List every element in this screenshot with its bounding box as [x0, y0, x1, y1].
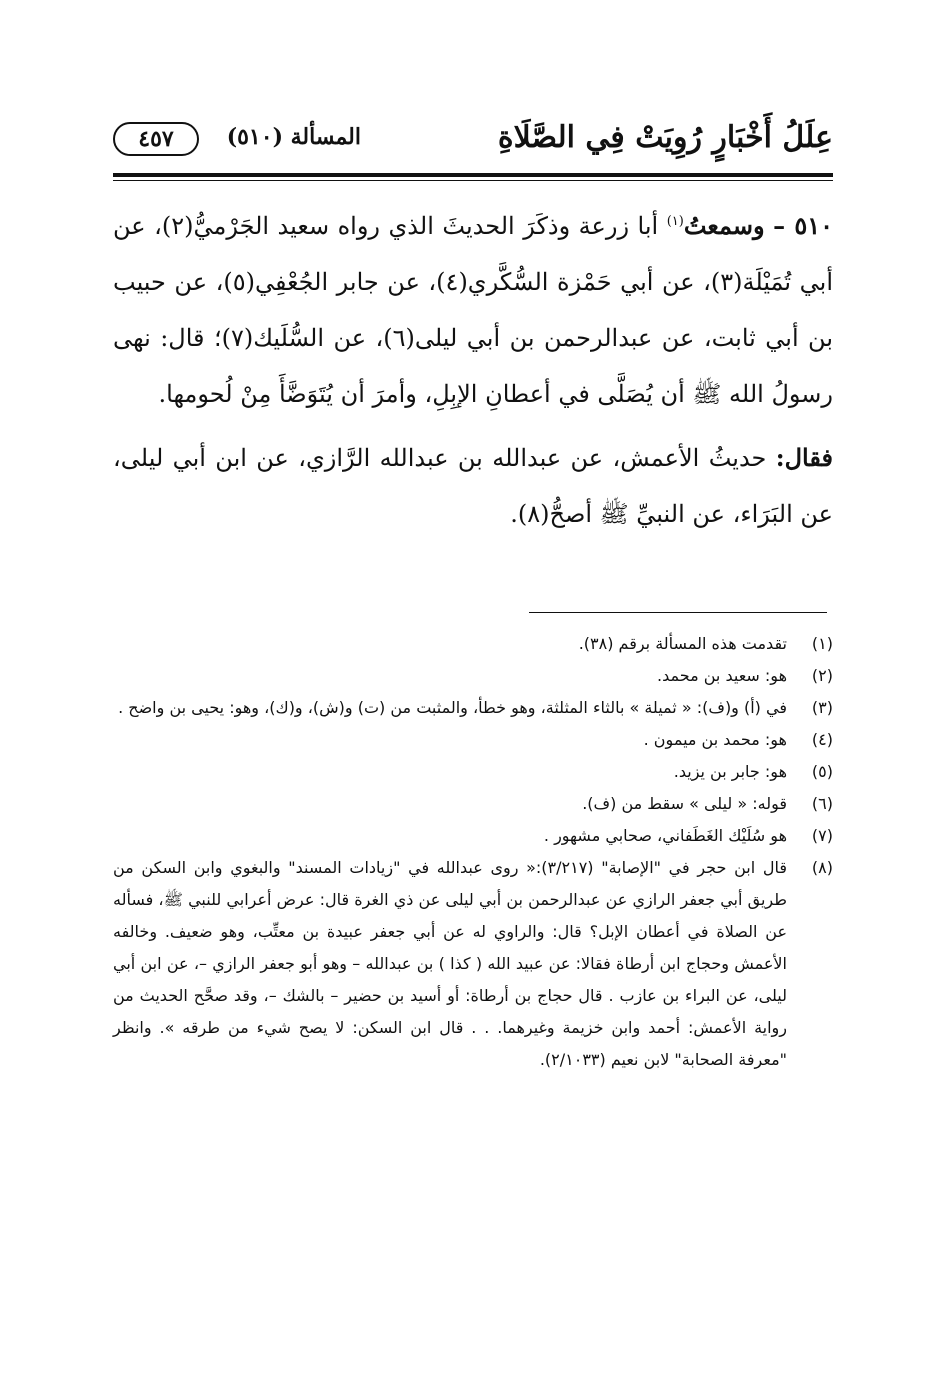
footnote-text: تقدمت هذه المسألة برقم (٣٨).: [578, 634, 787, 653]
footnote-text: قال ابن حجر في "الإصابة" (٣/٢١٧):« روى عبدالله في "زيادات المسند" والبغوي وابن السكن من طريق أبي جعفر الرازي عن عبدالرحمن بن أبي ليلى عن ذي الغرة قال: عرض أعرابي للنبي ﷺ، فسأله عن الصلاة في أعطان الإبل؟ قال: والراوي له عن أبي جعفر عبيدة بن معتِّب، وهو ضعيف. وخالفه الأعمش وحجاج ابن أرطاة فقالا: عن عبيد الله ( كذا ) بن عبدالله – وهو أبو جعفر الرازي –، عن ابن أبي ليلى، عن البراء بن عازب . قال حجاج بن أرطاة: أو أسيد بن حضير – بالشك –، وقد صحَّح الحديث من رواية الأعمش: أحمد وابن خزيمة وغيرهما. . . قال ابن السكن: لا يصح شيء من طرقه ». وانظر "معرفة الصحابة" لابن نعيم (٢/١٠٣٣).: [113, 858, 787, 1069]
footnote-separator: [529, 612, 827, 613]
header-rule-thick: [113, 173, 833, 177]
footnote: [113, 660, 833, 692]
footnote-number: (٤): [811, 730, 833, 749]
paragraph-2-lead: فقال:: [775, 443, 833, 472]
footnote-number: (٧): [811, 826, 833, 845]
running-header: [113, 112, 833, 170]
lead-word: وسمعتُ: [683, 211, 765, 240]
footnote-number: (٦): [811, 794, 833, 813]
footnote-text: هو سُلَيْك الغَطَفاني، صحابي مشهور .: [543, 826, 787, 845]
footnote: [113, 852, 833, 1076]
footnote-number: (٢): [811, 666, 833, 685]
footnote-text: هو: جابر بن يزيد.: [673, 762, 787, 781]
paragraph-2-text: حديثُ الأعمش، عن عبدالله بن عبدالله الرَّازي، عن ابن أبي ليلى، عن البَرَاء، عن النبيِّ ﷺ أصحُّ(٨).: [113, 444, 833, 528]
footnote-text: في (أ) و(ف): « ثميلة » بالثاء المثلثة، وهو خطأ، والمثبت من (ت) و(ش)، و(ك)، وهو: يحيى بن واضح .: [118, 698, 787, 717]
footnote: [113, 788, 833, 820]
footnote: [113, 756, 833, 788]
footnote-number: (٣): [811, 698, 833, 717]
footnote-number: (١): [811, 634, 833, 653]
issue-label: المسألة (٥١٠): [226, 124, 361, 150]
footnote-number: (٥): [811, 762, 833, 781]
paragraph-1: ٥١٠ – وسمعتُ$^{(١)}$ أبا زرعة وذكَرَ الحديثَ الذي رواه سعيد الجَرْميُّ(٢)، عن أبي تُمَيْلَة(٣)، عن أبي حَمْزة السُّكَّري(٤)، عن جابر الجُعْفِي(٥)، عن حبيب بن أبي ثابت، عن عبدالرحمن بن أبي ليلى(٦)، عن السُّلَيك(٧)؛ قال: نهى رسولُ الله ﷺ أن يُصَلَّى في أعطانِ الإبِلِ، وأمرَ أن يُتَوَضَّأَ مِنْ لُحومها.: [113, 211, 834, 408]
footnote: [113, 628, 833, 660]
footnote-text: هو: سعيد بن محمد.: [657, 666, 787, 685]
main-text: [113, 198, 833, 542]
footnote-text: هو: محمد بن ميمون .: [643, 730, 787, 749]
paragraph-2: [113, 430, 833, 542]
footnote: [113, 820, 833, 852]
footnote: [113, 724, 833, 756]
book-title: عِلَلُ أَخْبَارٍ رُوِيَتْ فِي الصَّلَاةِ: [497, 120, 833, 155]
issue-number: ٥١٠ –: [773, 211, 833, 240]
footnotes: [113, 628, 833, 1076]
footnote: [113, 692, 833, 724]
paragraph-1-text: أبا زرعة وذكَرَ الحديثَ الذي رواه سعيد الجَرْميُّ(٢)، عن أبي تُمَيْلَة(٣)، عن أبي حَمْزة السُّكَّري(٤)، عن جابر الجُعْفِي(٥)، عن حبيب بن أبي ثابت، عن عبدالرحمن بن أبي ليلى(٦)، عن السُّلَيك(٧)؛ قال: نهى رسولُ الله ﷺ أن يُصَلَّى في أعطانِ الإبِلِ، وأمرَ أن يُتَوَضَّأَ مِنْ لُحومها.: [113, 212, 834, 408]
footnote-number: (٨): [811, 858, 833, 877]
footnote-text: قوله: « ليلى » سقط من (ف).: [582, 794, 787, 813]
header-rule-thin: [113, 180, 833, 181]
page-number: ٤٥٧: [113, 122, 199, 156]
